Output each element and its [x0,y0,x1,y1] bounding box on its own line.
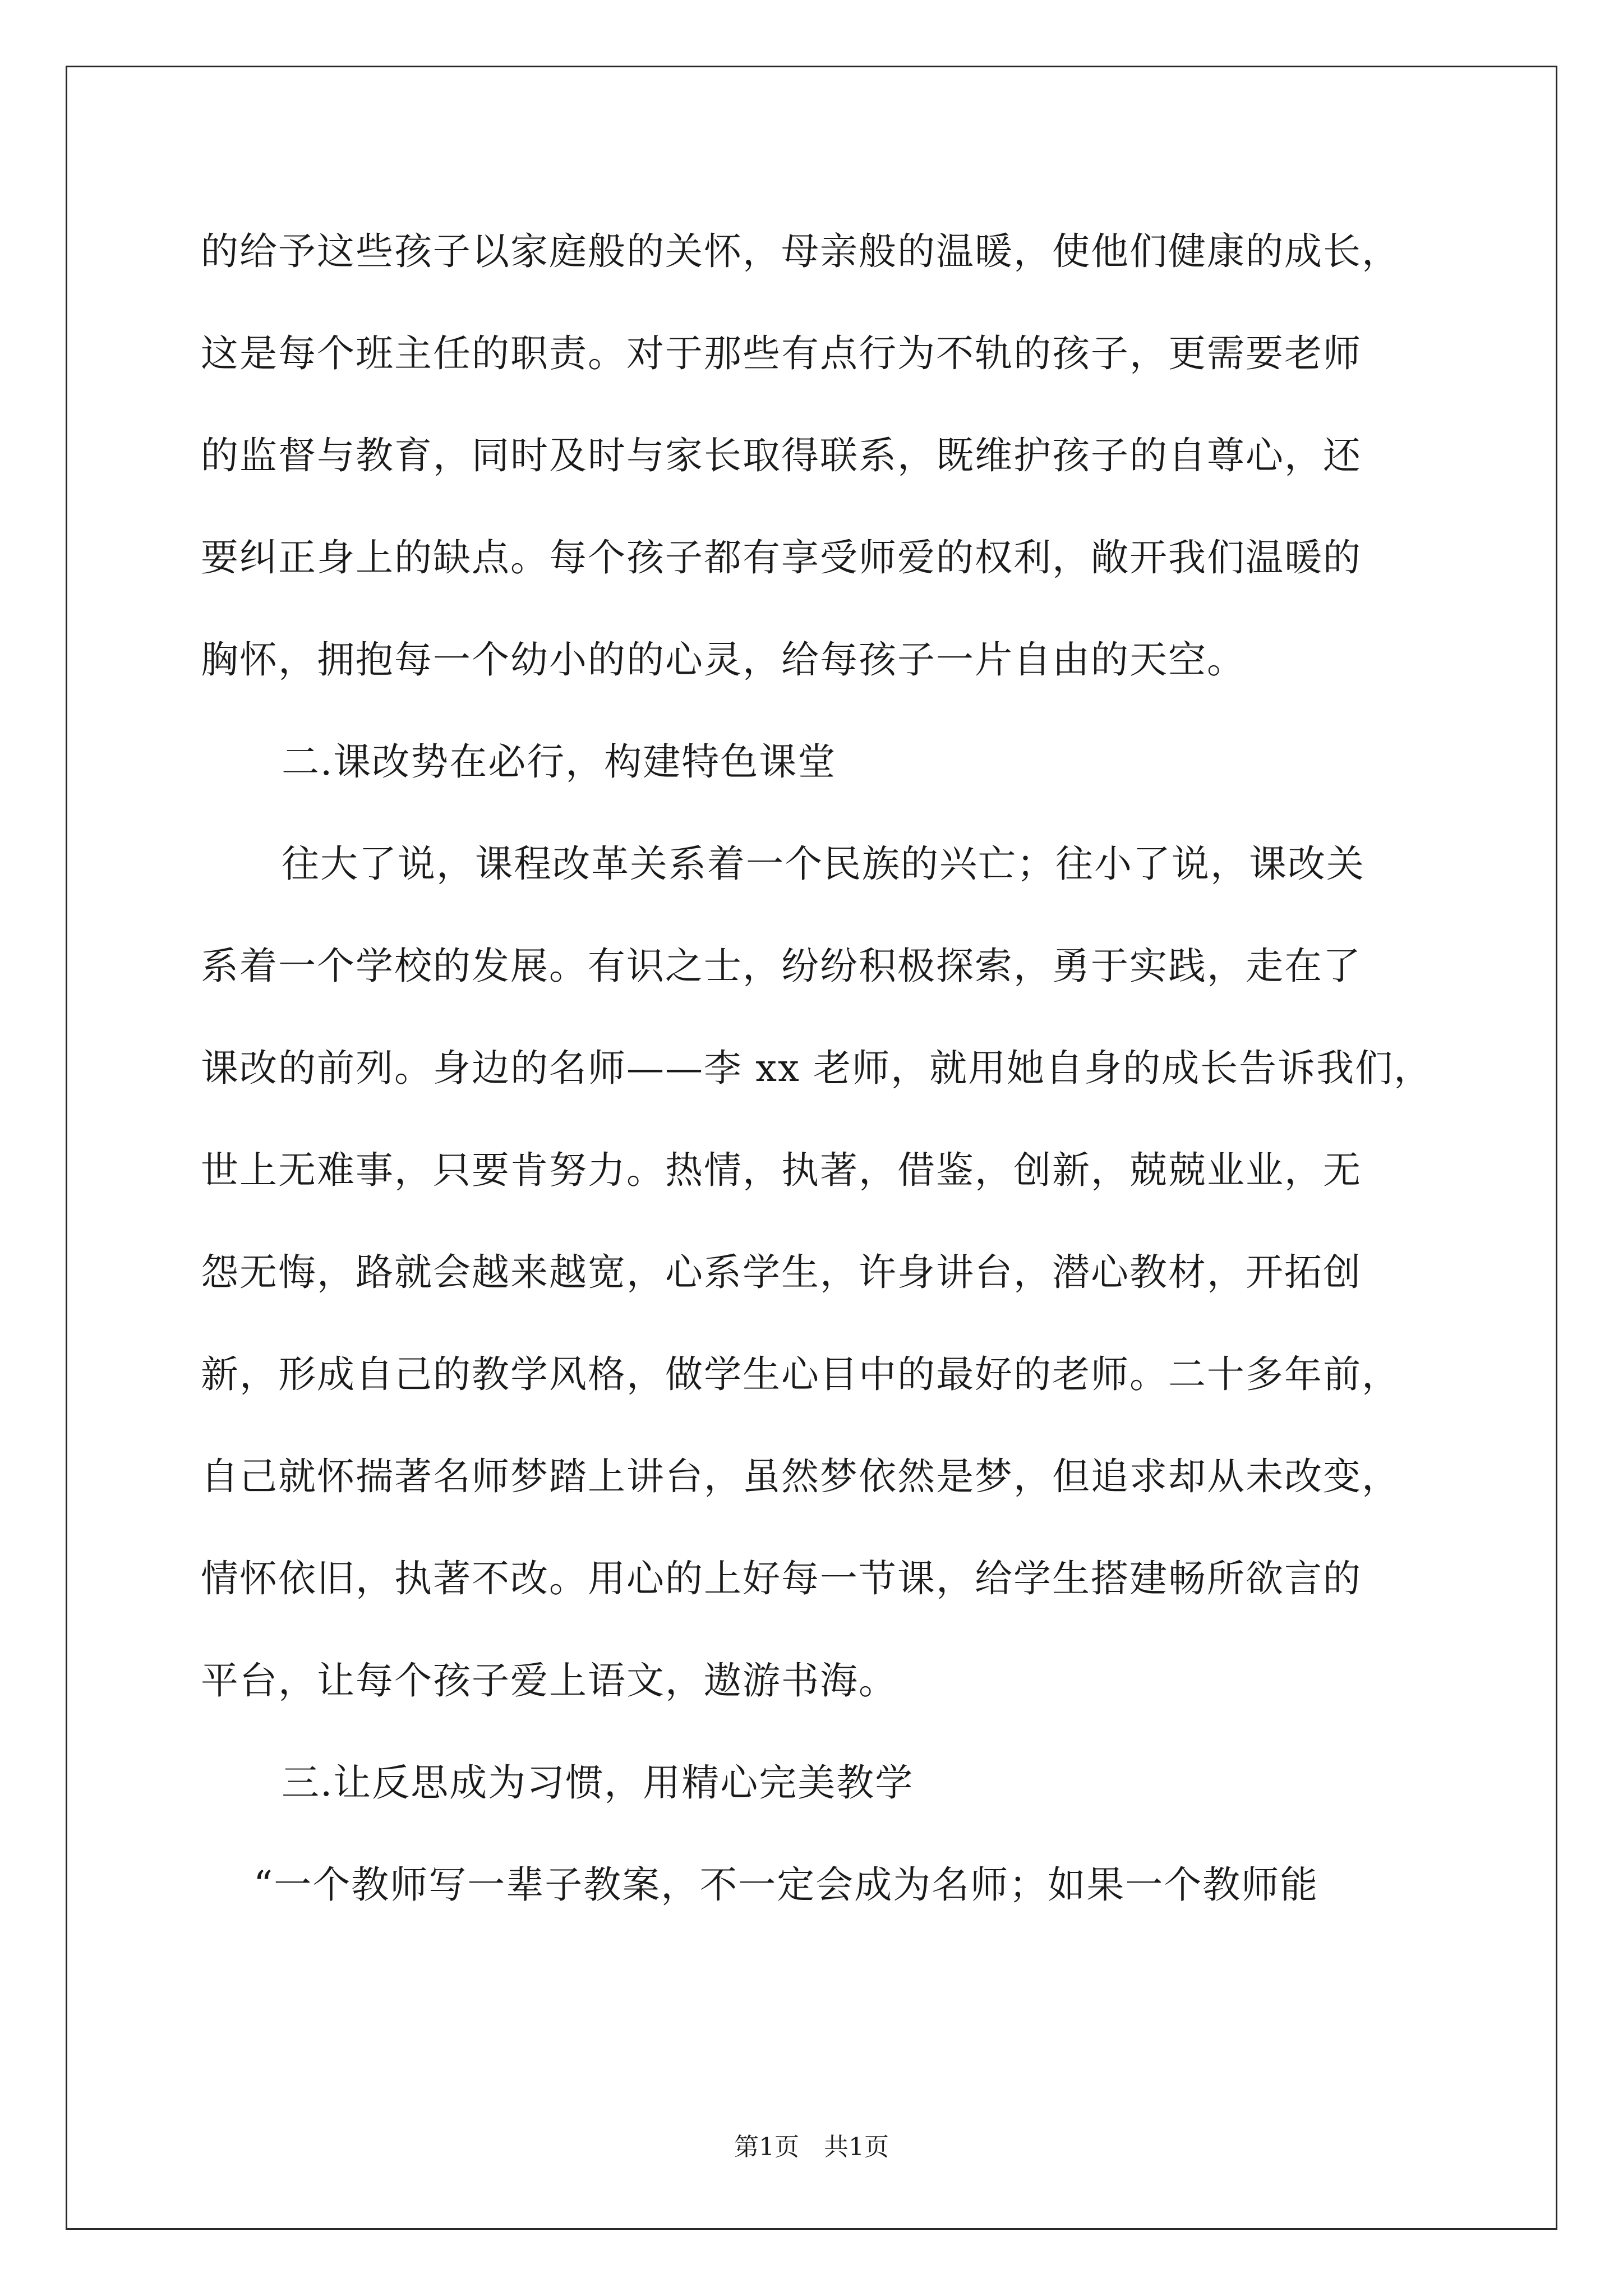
text-line: “一个教师写一辈子教案，不一定会成为名师；如果一个教师能 [253,1863,1319,1907]
section-heading: 三.让反思成为习惯，用精心完美教学 [282,1761,914,1805]
text-line: 怨无悔，路就会越来越宽，心系学生，许身讲台，潜心教材，开拓创 [201,1250,1362,1294]
text-line: 要纠正身上的缺点。每个孩子都有享受师爱的权利，敞开我们温暖的 [201,536,1362,579]
text-line: 自己就怀揣著名师梦踏上讲台，虽然梦依然是梦，但追求却从未改变， [201,1455,1400,1498]
text-line: 课改的前列。身边的名师——李 xx 老师，就用她自身的成长告诉我们， [201,1046,1433,1090]
text-line: 的监督与教育，同时及时与家长取得联系，既维护孩子的自尊心，还 [201,434,1362,477]
text-line: 情怀依旧，执著不改。用心的上好每一节课，给学生搭建畅所欲言的 [201,1557,1362,1600]
text-line: 这是每个班主任的职责。对于那些有点行为不轨的孩子，更需要老师 [201,332,1362,375]
text-line: 的给予这些孩子以家庭般的关怀，母亲般的温暖，使他们健康的成长， [201,229,1400,273]
text-line: 往大了说，课程改革关系着一个民族的兴亡；往小了说，课改关 [282,842,1365,886]
section-heading: 二.课改势在必行，构建特色课堂 [282,740,837,784]
page-footer: 第1页 共1页 [734,2133,889,2161]
text-line: 平台，让每个孩子爱上语文，遨游书海。 [201,1659,897,1703]
text-line: 系着一个学校的发展。有识之士，纷纷积极探索，勇于实践，走在了 [201,944,1362,988]
text-line: 新，形成自己的教学风格，做学生心目中的最好的老师。二十多年前， [201,1352,1400,1396]
text-line: 胸怀，拥抱每一个幼小的的心灵，给每孩子一片自由的天空。 [201,638,1246,682]
text-line: 世上无难事，只要肯努力。热情，执著，借鉴，创新，兢兢业业，无 [201,1148,1362,1192]
